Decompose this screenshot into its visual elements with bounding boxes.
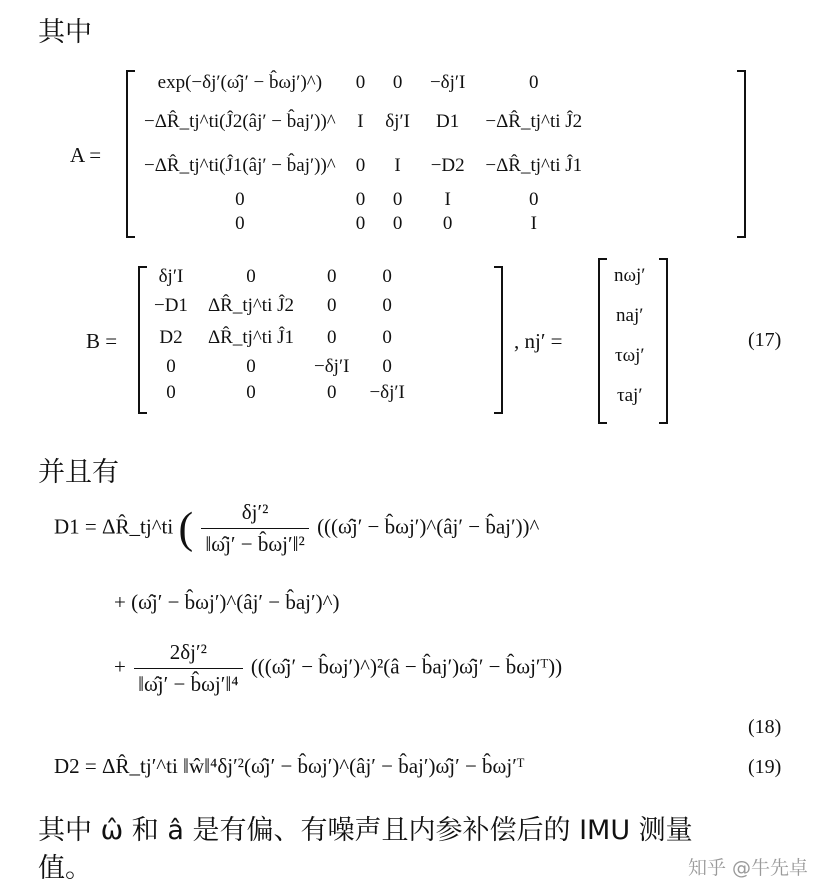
matrix-a-cell: 0: [355, 155, 366, 176]
matrix-b-cell: δj′I: [158, 266, 184, 287]
matrix-a-cell: I: [357, 111, 364, 132]
equation-number-19: (19): [748, 756, 782, 778]
d1-term-2: (((ω̂j′ − b̂ωj′)^)²(â − b̂aj′)ω̂j′ − b̂ωj′ᵀ)): [250, 654, 563, 679]
matrix-b-cell: D2: [159, 327, 183, 348]
matrix-a-cell: −ΔR̂_tj^ti Ĵ2: [485, 111, 583, 132]
matrix-b-cell: 0: [326, 266, 337, 287]
watermark: 知乎 @牛先卓: [687, 857, 808, 879]
matrix-a-cell: 0: [355, 72, 366, 93]
matrix-b-cell: 0: [382, 356, 392, 377]
d1-fraction-2: [134, 640, 242, 697]
equation-d1-line3: + $\frac{\text{2δj′²}}{\text{‖ω̂j′ − b̂ωj′‖⁴}}$ (((ω̂j′ − b̂ωj′)^)²(â − b̂aj′)ω̂j′ − b̂ωj′ᵀ)): [114, 640, 563, 696]
matrix-b-cell: 0: [246, 382, 256, 403]
matrix-b-cell: 0: [326, 295, 337, 316]
equation-d2: D2 = ΔR̂_tj′^ti ‖ŵ‖⁴δj′²(ω̂j′ − b̂ωj′)^(âj′ − b̂aj′)ω̂j′ − b̂ωj′ᵀ: [54, 754, 525, 778]
matrix-a-cell: 0: [442, 213, 453, 234]
footer-text-line1: 其中 ω̂ 和 â 是有偏、有噪声且内参补偿后的 IMU 测量: [38, 815, 693, 846]
matrix-a-cell: −D2: [430, 155, 465, 176]
vector-n-cell: τaj′: [616, 385, 643, 406]
matrix-b-right-bracket: [494, 266, 503, 414]
vector-n-right-bracket: [659, 258, 668, 424]
matrix-b-cell: 0: [382, 327, 392, 348]
vector-n-cell: τωj′: [614, 345, 645, 366]
equation-number-18: (18): [748, 716, 782, 738]
matrix-a-cell: −ΔR̂_tj^ti(Ĵ1(âj′ − b̂aj′))^: [144, 155, 336, 176]
d1-fraction-2-numerator: 2δj′²: [134, 640, 242, 669]
vector-n-label: , nj′ =: [514, 329, 563, 353]
matrix-a-cell: 0: [392, 72, 403, 93]
matrix-a-cell: I: [444, 189, 451, 210]
equation-d1-line1: D1 = ΔR̂_tj^ti ( $\frac{\text{δj′²}}{\text{‖ω̂j′ − b̂ωj′‖²}}$ (((ω̂j′ − b̂ωj′)^(âj′ − b̂aj′))^: [54, 500, 540, 556]
matrix-a-cell: I: [530, 213, 537, 234]
matrix-a-right-bracket: [737, 70, 746, 238]
equation-d1-line2: + (ω̂j′ − b̂ωj′)^(âj′ − b̂aj′)^): [114, 590, 340, 614]
matrix-b: [144, 264, 415, 406]
footer-text-line2: 值。: [38, 853, 92, 884]
matrix-a-cell: 0: [529, 72, 539, 93]
matrix-a-cell: −δj′I: [429, 72, 466, 93]
vector-n-cell: naj′: [616, 305, 644, 326]
matrix-b-cell: 0: [166, 356, 176, 377]
d1-fraction-1: [201, 500, 308, 557]
matrix-a-cell: D1: [436, 111, 460, 132]
matrix-b-cell: 0: [326, 327, 337, 348]
matrix-a-cell: 0: [529, 189, 539, 210]
matrix-b-cell: 0: [246, 266, 256, 287]
matrix-b-cell: 0: [382, 266, 392, 287]
matrix-a-cell: 0: [392, 189, 403, 210]
matrix-a-cell: I: [394, 155, 401, 176]
matrix-a-cell: 0: [235, 213, 245, 234]
equation-number-17: (17): [748, 329, 782, 351]
d1-fraction-2-denominator: ‖ω̂j′ − b̂ωj′‖⁴: [138, 672, 239, 696]
d1-fraction-1-numerator: δj′²: [201, 500, 308, 529]
vector-n-cell: nωj′: [614, 265, 646, 286]
matrix-b-cell: 0: [166, 382, 176, 403]
matrix-b-cell: 0: [326, 382, 337, 403]
matrix-a-label: A =: [70, 143, 102, 167]
matrix-a-cell: −ΔR̂_tj^ti(Ĵ2(âj′ − b̂aj′))^: [144, 111, 336, 132]
vector-n: [604, 256, 655, 416]
d1-lhs: D1 = ΔR̂_tj^ti: [54, 514, 174, 539]
matrix-b-label: B =: [86, 329, 118, 353]
matrix-b-cell: −δj′I: [314, 356, 350, 377]
matrix-a-cell: 0: [392, 213, 403, 234]
matrix-a-cell: 0: [355, 189, 366, 210]
d1-term-1: (((ω̂j′ − b̂ωj′)^(âj′ − b̂aj′))^: [317, 514, 540, 539]
matrix-b-cell: ΔR̂_tj^ti Ĵ2: [207, 295, 295, 316]
heading-bingqieyou: 并且有: [38, 457, 119, 488]
matrix-b-cell: 0: [382, 295, 392, 316]
matrix-a: [134, 66, 592, 236]
d1-fraction-1-denominator: ‖ω̂j′ − b̂ωj′‖²: [205, 532, 305, 556]
matrix-b-cell: −δj′I: [369, 382, 405, 403]
matrix-a-cell: δj′I: [385, 111, 410, 132]
matrix-a-cell: −ΔR̂_tj^ti Ĵ1: [485, 155, 583, 176]
matrix-b-cell: −D1: [154, 295, 188, 316]
matrix-b-cell: 0: [246, 356, 256, 377]
matrix-a-cell: exp(−δj′(ω̂j′ − b̂ωj′)^): [157, 72, 323, 93]
matrix-a-cell: 0: [235, 189, 245, 210]
matrix-a-cell: 0: [355, 213, 366, 234]
heading-qizhong: 其中: [38, 17, 92, 48]
matrix-b-cell: ΔR̂_tj^ti Ĵ1: [207, 327, 295, 348]
